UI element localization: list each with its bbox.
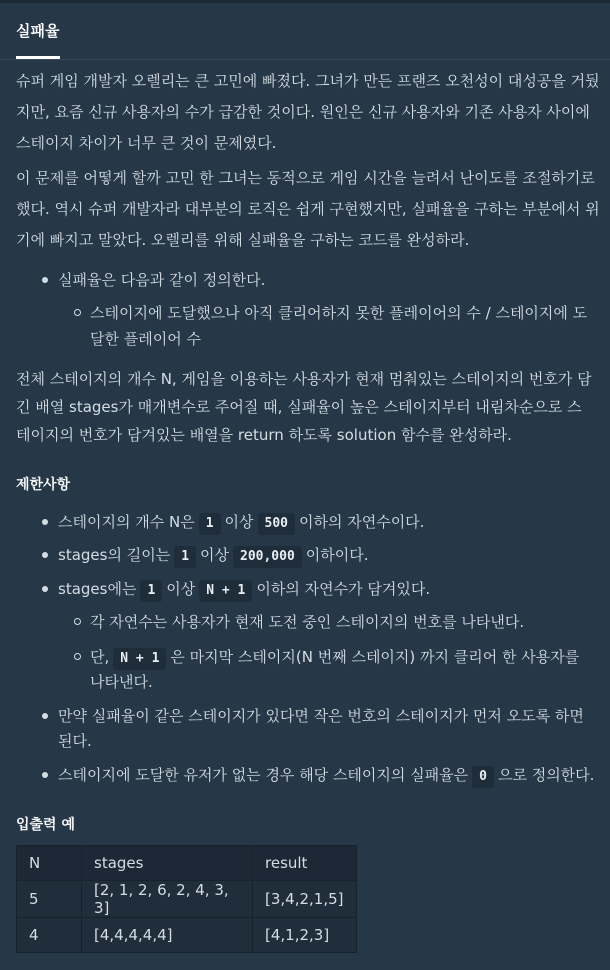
inline-code: 500: [258, 513, 295, 535]
constraints-heading: 제한사항: [16, 477, 71, 493]
inline-code: 1: [199, 513, 221, 535]
table-header-row: [17, 846, 357, 881]
task-line-1: 전체 스테이지의 개수 N, 게임을 이용하는 사용자가 현재 멈춰있는 스테이지의 번호가 담: [16, 370, 592, 388]
table-cell: 4: [17, 918, 82, 953]
table-cell: [2, 1, 2, 6, 2, 4, 3, 3]: [82, 881, 253, 918]
table-cell: [4,1,2,3]: [253, 918, 357, 953]
task-line-2: 긴 배열 stages가 매개변수로 주어질 때, 실패율이 높은 스테이지부터 내림차순으로 스: [16, 398, 582, 416]
definition-text: 실패율은 다음과 같이 정의한다.: [58, 271, 266, 289]
bullet-dot-icon: [42, 772, 48, 778]
definition-sub-line-1: 스테이지에 도달했으나 아직 클리어하지 못한 플레이어의 수 / 스테이지에 도: [90, 304, 588, 322]
table-row: [17, 881, 357, 918]
inline-code: 200,000: [233, 546, 302, 568]
table-cell: 5: [17, 881, 82, 918]
inline-code: N + 1: [113, 648, 166, 670]
table-cell: [4,4,4,4,4]: [82, 918, 253, 953]
active-tab-indicator: [16, 56, 60, 59]
sub-bullet-circle-icon: [74, 309, 81, 316]
inline-code: 0: [472, 766, 494, 788]
tab-bar: [0, 3, 610, 60]
bullet-dot-icon: [42, 586, 48, 592]
bullet-dot-icon: [42, 552, 48, 558]
table-cell: [3,4,2,1,5]: [253, 881, 357, 918]
sub-bullet-circle-icon: [74, 653, 81, 660]
table-header-cell: N: [17, 846, 82, 881]
sub-bullet-circle-icon: [74, 618, 81, 625]
table-row: [17, 918, 357, 953]
table-header-cell: result: [253, 846, 357, 881]
definition-sub-line-2: 달한 플레이어 수: [90, 330, 201, 348]
examples-heading: 입출력 예: [16, 817, 75, 833]
table-header-cell: stages: [82, 846, 253, 881]
bullet-dot-icon: [42, 519, 48, 525]
task-line-3: 테이지의 번호가 담겨있는 배열을 return 하도록 solution 함수를 완성하라.: [16, 426, 512, 444]
bullet-dot-icon: [42, 713, 48, 719]
intro-paragraph-2: 이 문제를 어떻게 할까 고민 한 그녀는 동적으로 게임 시간을 늘려서 난이도를 조절하기로 했다. 역시 슈퍼 개발자라 대부분의 로직은 쉽게 구현했지만, 실패율을 구하는 부분에서 위기에 빠지고 말았다. 오렐리를 위해 실패율을 구하는 코드를 완성하라.: [16, 169, 600, 249]
inline-code: 1: [140, 580, 162, 602]
examples-table: [16, 845, 357, 953]
tab-problem-title[interactable]: 실패율: [16, 22, 60, 40]
intro-paragraph-1: 슈퍼 게임 개발자 오렐리는 큰 고민에 빠졌다. 그녀가 만든 프랜즈 오천성이 대성공을 거뒀지만, 요즘 신규 사용자의 수가 급감한 것이다. 원인은 신규 사용자와 기존 사용자 사이에 스테이지 차이가 너무 큰 것이 문제였다.: [16, 72, 600, 152]
inline-code: 1: [174, 546, 196, 568]
bullet-dot-icon: [42, 277, 48, 283]
inline-code: N + 1: [199, 580, 252, 602]
